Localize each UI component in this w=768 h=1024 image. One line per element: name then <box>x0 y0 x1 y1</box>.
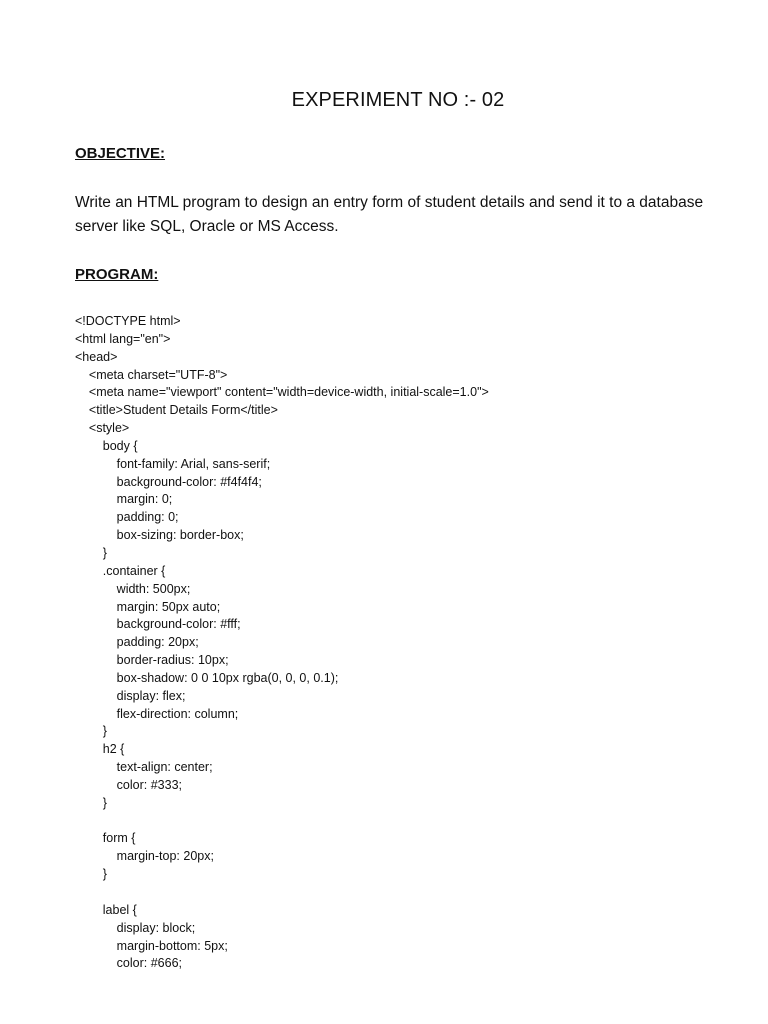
code-line: box-sizing: border-box; <box>75 528 244 543</box>
code-line: width: 500px; <box>75 581 191 596</box>
code-line <box>75 884 735 902</box>
code-line: color: #333; <box>75 777 182 792</box>
code-line: margin: 50px auto; <box>75 599 221 614</box>
code-line: flex-direction: column; <box>75 706 239 721</box>
code-line: font-family: Arial, sans-serif; <box>75 456 271 471</box>
document-title: EXPERIMENT NO :- 02 <box>291 89 505 111</box>
code-line: } <box>75 545 107 560</box>
code-line: form { <box>75 831 136 846</box>
code-line <box>75 813 735 831</box>
code-line: label { <box>75 902 137 917</box>
objective-text: Write an HTML program to design an entry form of student details and send it to a database server like SQL, Oracle or MS Access. <box>75 194 704 235</box>
code-line: <html lang="en"> <box>75 331 171 346</box>
code-line: padding: 20px; <box>75 635 199 650</box>
code-line: } <box>75 724 107 739</box>
code-line: margin: 0; <box>75 492 173 507</box>
program-heading: PROGRAM: <box>75 266 159 283</box>
code-line: border-radius: 10px; <box>75 653 229 668</box>
code-line: text-align: center; <box>75 760 213 775</box>
code-line: color: #666; <box>75 956 182 971</box>
objective-heading: OBJECTIVE: <box>75 145 166 162</box>
code-line: h2 { <box>75 742 125 757</box>
code-line: display: flex; <box>75 688 186 703</box>
code-line: <meta charset="UTF-8"> <box>75 367 228 382</box>
code-line: background-color: #f4f4f4; <box>75 474 262 489</box>
code-line: box-shadow: 0 0 10px rgba(0, 0, 0, 0.1); <box>75 670 339 685</box>
code-line: padding: 0; <box>75 510 179 525</box>
code-line: <head> <box>75 349 118 364</box>
code-line: margin-top: 20px; <box>75 849 214 864</box>
code-line: .container { <box>75 563 166 578</box>
code-line: margin-bottom: 5px; <box>75 938 228 953</box>
code-line: } <box>75 795 107 810</box>
code-line: background-color: #fff; <box>75 617 241 632</box>
code-line: <title>Student Details Form</title> <box>75 403 278 418</box>
program-code-block <box>75 313 735 973</box>
code-line: display: block; <box>75 920 196 935</box>
code-line: body { <box>75 438 138 453</box>
code-line: <style> <box>75 421 130 436</box>
code-line: <!DOCTYPE html> <box>75 314 181 328</box>
code-line: <meta name="viewport" content="width=device-width, initial-scale=1.0"> <box>75 385 489 400</box>
code-line: } <box>75 867 107 882</box>
